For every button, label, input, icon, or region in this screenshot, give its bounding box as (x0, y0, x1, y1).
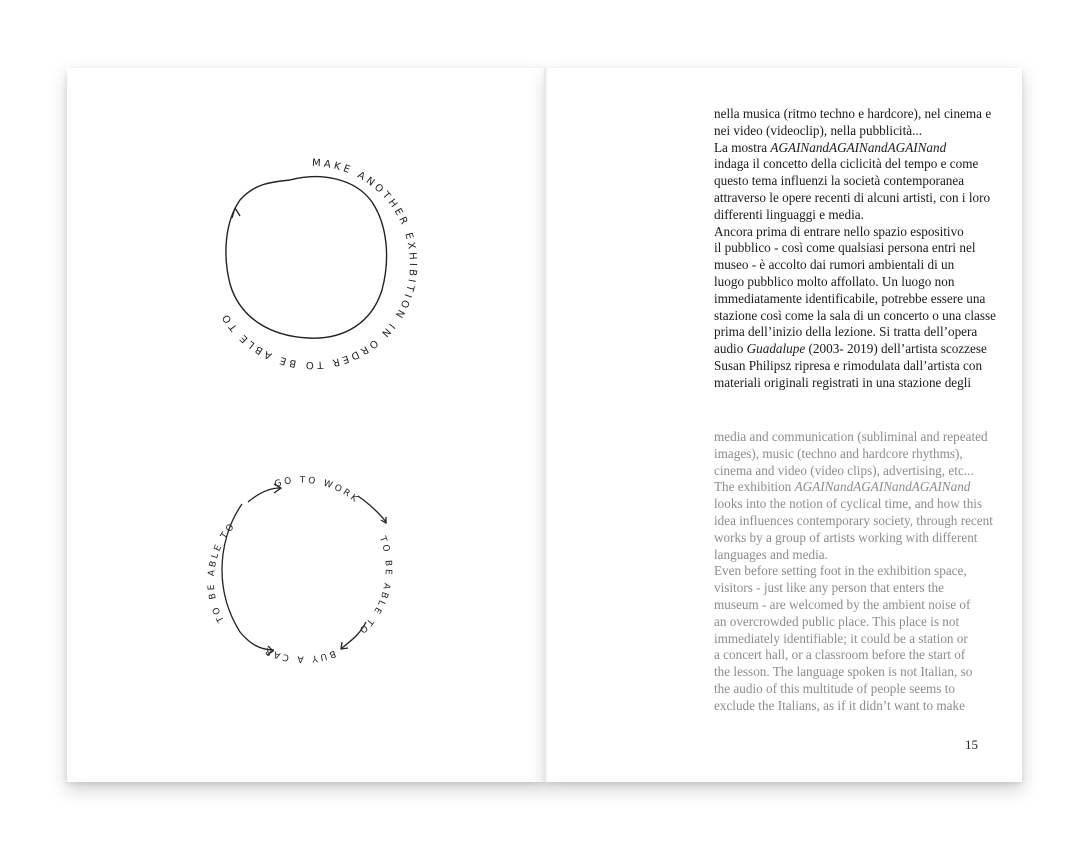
text-line: idea influences contemporary society, through recent (714, 512, 993, 528)
english-text-block (714, 429, 993, 715)
label-go-to-work: GO TO WORK (273, 475, 361, 506)
italic-title: AGAINandAGAINandAGAINand (770, 139, 947, 155)
label-to-be-able-to-left: TO BE ABLE TO (206, 520, 239, 624)
text-line: prima dell’inizio della lezione. Si tratta dell’opera (714, 324, 978, 340)
text-line: materiali originali registrati in una stazione degli (714, 374, 972, 390)
text-line: languages and media. (714, 546, 828, 562)
text-line: the lesson. The language spoken is not Italian, so (714, 664, 973, 680)
text-line: cinema and video (video clips), advertising, etc... (714, 462, 974, 478)
text-segment: The exhibition (714, 479, 795, 495)
drawing-circle-exhibition (200, 150, 425, 380)
page-number: 15 (965, 737, 978, 752)
text-segment: audio (714, 341, 747, 357)
arrow-head-1 (232, 208, 240, 218)
text-line: nella musica (ritmo techno e hardcore), nel cinema e (714, 106, 992, 121)
text-segment: La mostra (714, 139, 771, 155)
ring-text-1: MAKE ANOTHER EXHIBITION IN ORDER TO BE ABLE TO (219, 157, 419, 371)
text-line: immediatamente identificabile, potrebbe essere una (714, 290, 986, 306)
text-line: nei video (videoclip), nella pubblicità... (714, 122, 923, 138)
text-line: an overcrowded public place. This place is not (714, 613, 960, 629)
text-line: the audio of this multitude of people seems to (714, 680, 955, 696)
text-line: Ancora prima di entrare nello spazio espositivo (714, 223, 964, 239)
text-line: a concert hall, or a classroom before the start of (714, 647, 966, 663)
label-buy-a-car: BUY A CAR (261, 644, 337, 664)
circle-stroke-1 (226, 177, 387, 338)
text-line: images), music (techno and hardcore rhythms), (714, 445, 963, 461)
arrow-arc-top (248, 488, 280, 502)
text-line: questo tema influenzi la società contemporanea (714, 173, 965, 189)
arrow-arc-right (358, 496, 386, 522)
text-line (714, 479, 984, 496)
italian-text-block (714, 106, 996, 392)
text-line: luogo pubblico molto affollato. Un luogo non (714, 273, 955, 289)
text-line: stazione così come la sala di un concerto o una classe (714, 307, 996, 323)
drawing-cycle-work (200, 462, 400, 667)
text-line: media and communication (subliminal and repeated (714, 429, 988, 444)
text-segment: (2003- 2019) dell’artista scozzese (805, 341, 987, 357)
text-line: visitors - just like any person that enters the (714, 580, 945, 596)
text-line: Susan Philipsz ripresa e rimodulata dall’artista con (714, 357, 983, 373)
text-line: indaga il concetto della ciclicità del tempo e come (714, 156, 979, 172)
text-line: differenti linguaggi e media. (714, 206, 864, 222)
text-line: works by a group of artists working with different (714, 529, 978, 545)
text-line: looks into the notion of cyclical time, and how this (714, 496, 983, 512)
text-line: il pubblico - così come qualsiasi persona entri nel (714, 240, 976, 256)
italic-title: AGAINandAGAINandAGAINand (794, 479, 971, 495)
text-line: exclude the Italians, as if it didn’t want to make (714, 697, 965, 713)
book-gutter (544, 68, 547, 782)
italic-title: Guadalupe (746, 341, 806, 357)
text-line: Even before setting foot in the exhibition space, (714, 563, 967, 579)
text-line: museo - è accolto dai rumori ambientali di un (714, 257, 955, 273)
text-line: attraverso le opere recenti di alcuni artisti, con i loro (714, 189, 991, 205)
label-to-be-able-to-right: TO BE ABLE TO (355, 535, 393, 637)
text-line: museum - are welcomed by the ambient noise of (714, 596, 971, 612)
text-line (714, 140, 984, 157)
text-line: immediately identifiable; it could be a station or (714, 630, 968, 646)
text-line (714, 341, 987, 358)
